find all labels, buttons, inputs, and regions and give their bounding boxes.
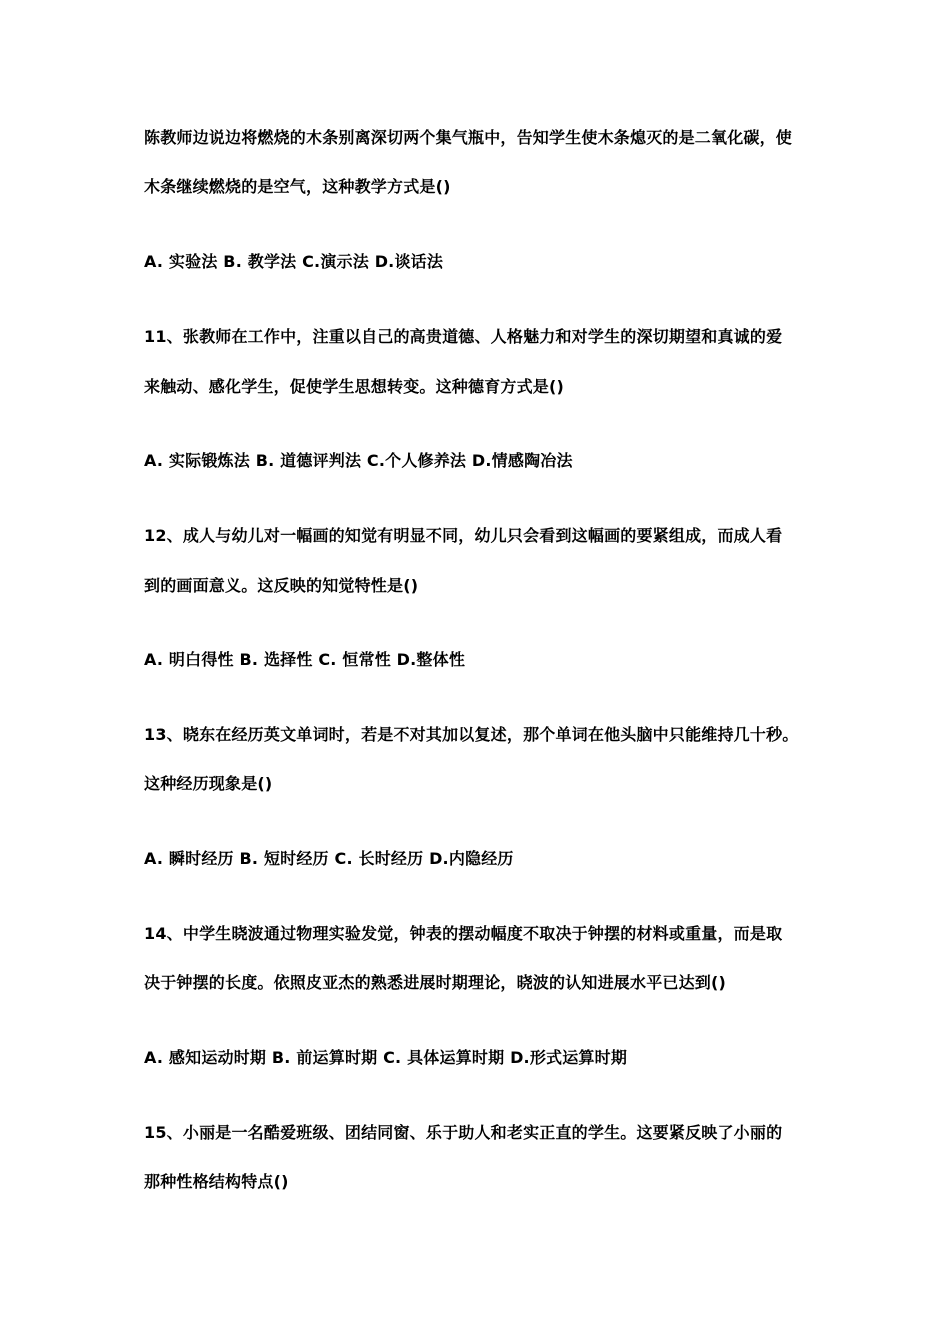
question-10-stem-line-2: 木条继续燃烧的是空气，这种教学方式是() <box>144 177 451 196</box>
question-10-options: A. 实验法 B. 教学法 C.演示法 D.谈话法 <box>144 252 444 271</box>
question-14-options: A. 感知运动时期 B. 前运算时期 C. 具体运算时期 D.形式运算时期 <box>144 1048 628 1067</box>
question-15-stem-line-1: 15、小丽是一名酷爱班级、团结同窗、乐于助人和老实正直的学生。这要紧反映了小丽的 <box>144 1123 783 1142</box>
question-12-options: A. 明白得性 B. 选择性 C. 恒常性 D.整体性 <box>144 650 466 669</box>
question-15-stem-line-2: 那种性格结构特点() <box>144 1172 289 1191</box>
question-13-options: A. 瞬时经历 B. 短时经历 C. 长时经历 D.内隐经历 <box>144 849 514 868</box>
question-10-stem-line-1: 陈教师边说边将燃烧的木条别离深切两个集气瓶中，告知学生使木条熄灭的是二氧化碳，使 <box>144 128 793 147</box>
question-11-stem-line-2: 来触动、感化学生，促使学生思想转变。这种德育方式是() <box>144 377 565 396</box>
question-14-stem-line-1: 14、中学生晓波通过物理实验发觉，钟表的摆动幅度不取决于钟摆的材料或重量，而是取 <box>144 924 783 943</box>
question-11-stem-line-1: 11、张教师在工作中，注重以自己的高贵道德、人格魅力和对学生的深切期望和真诚的爱 <box>144 327 783 346</box>
question-11-options: A. 实际锻炼法 B. 道德评判法 C.个人修养法 D.情感陶冶法 <box>144 451 573 470</box>
question-13-stem-line-2: 这种经历现象是() <box>144 774 273 793</box>
question-14-stem-line-2: 决于钟摆的长度。依照皮亚杰的熟悉进展时期理论，晓波的认知进展水平已达到() <box>144 973 727 992</box>
question-12-stem-line-1: 12、成人与幼儿对一幅画的知觉有明显不同，幼儿只会看到这幅画的要紧组成，而成人看 <box>144 526 783 545</box>
question-12-stem-line-2: 到的画面意义。这反映的知觉特性是() <box>144 576 419 595</box>
question-13-stem-line-1: 13、晓东在经历英文单词时，若是不对其加以复述，那个单词在他头脑中只能维持几十秒。 <box>144 725 799 744</box>
